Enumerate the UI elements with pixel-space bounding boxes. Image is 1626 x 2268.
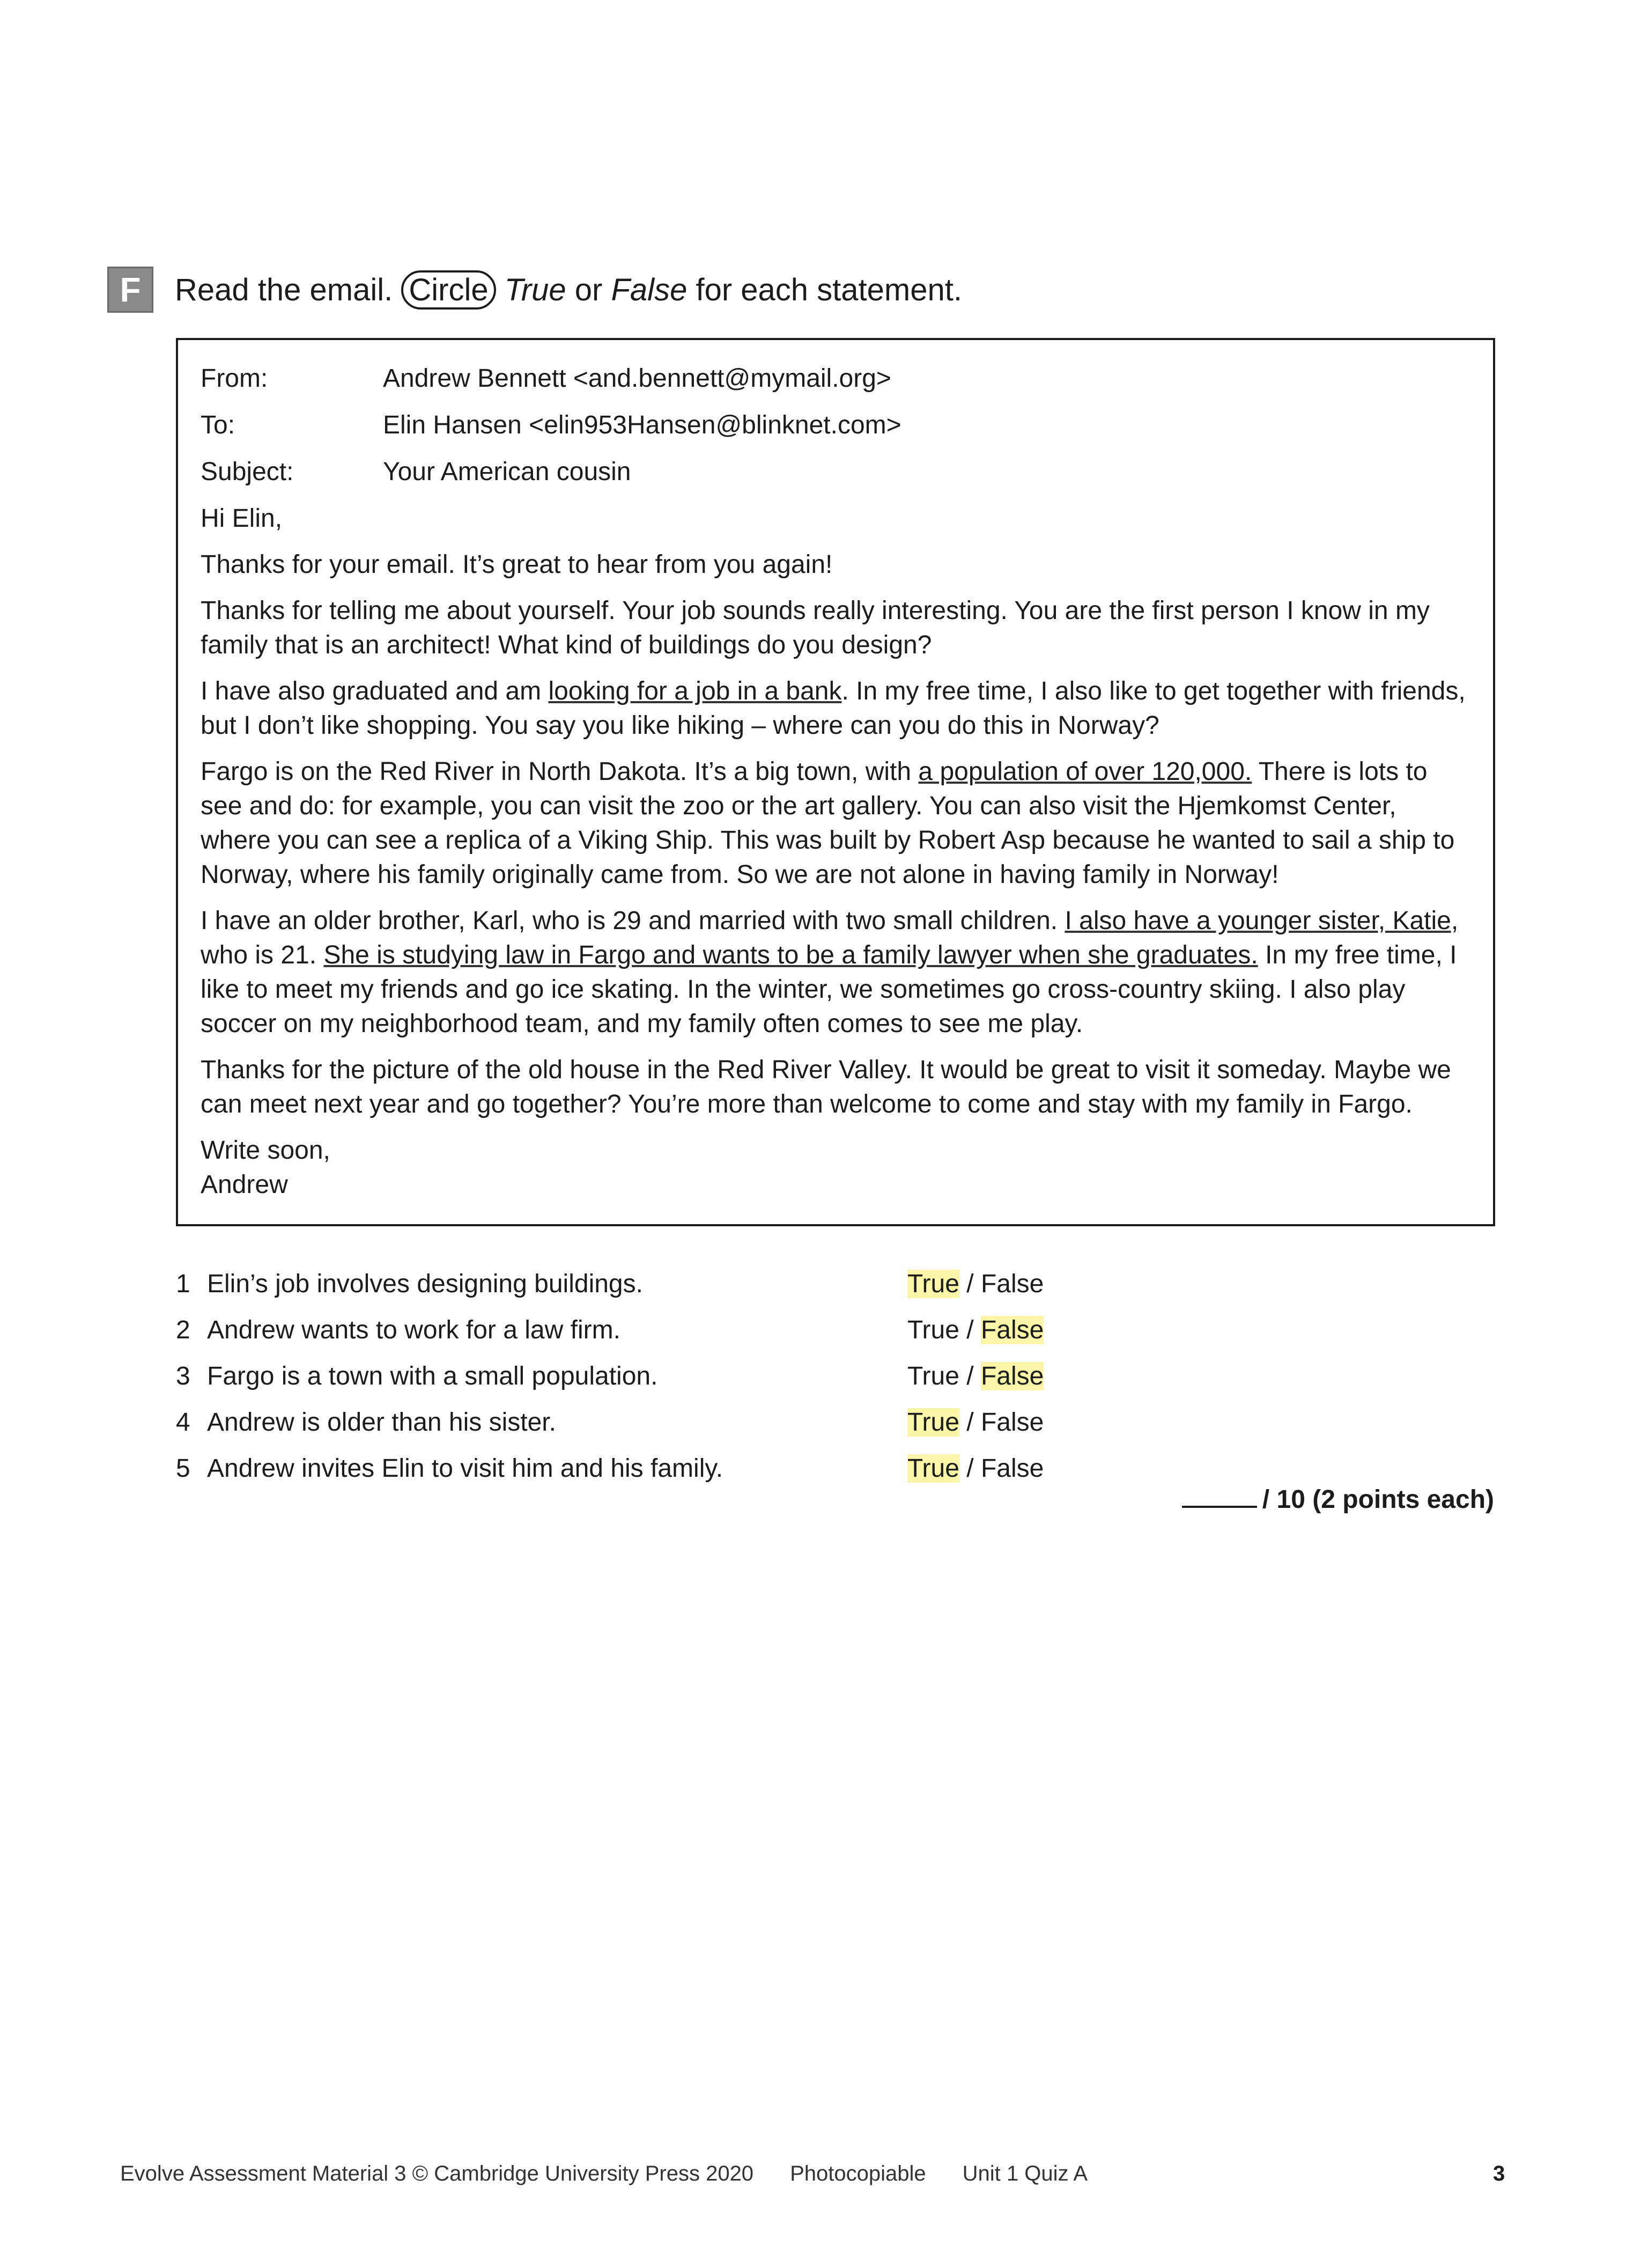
question-text: Andrew wants to work for a law firm.	[207, 1315, 620, 1344]
question-text: Andrew is older than his sister.	[207, 1408, 556, 1437]
question-row	[176, 1261, 1077, 1307]
p4-text-a: Fargo is on the Red River in North Dakota. It’s a big town, with	[201, 757, 919, 786]
p3-underlined: looking for a job in a bank	[548, 677, 842, 705]
answer-separator: /	[959, 1315, 981, 1344]
answer-options	[907, 1408, 1044, 1437]
subject-label: Subject:	[201, 457, 294, 486]
score-box	[1182, 1485, 1494, 1514]
question-number: 3	[176, 1361, 190, 1390]
email-paragraph-6: Thanks for the picture of the old house in the Red River Valley. It would be great to visit it someday. Maybe we can meet next year and go together? You’re more than welcome to come and stay with my family in Fargo.	[201, 1056, 1451, 1118]
email-box	[176, 338, 1495, 1226]
answer-options	[907, 1454, 1044, 1483]
question-text: Elin’s job involves designing buildings.	[207, 1269, 643, 1298]
answer-false[interactable]: False	[980, 1315, 1044, 1344]
instruction-true-word: True	[504, 272, 566, 307]
question-number: 2	[176, 1315, 190, 1344]
from-label: From:	[201, 364, 268, 393]
question-text: Andrew invites Elin to visit him and his family.	[207, 1454, 723, 1483]
answer-false[interactable]: False	[980, 1269, 1044, 1298]
section-badge: F	[107, 267, 153, 313]
question-row	[176, 1445, 1077, 1491]
question-row	[176, 1307, 1077, 1353]
question-number: 4	[176, 1408, 190, 1437]
instruction-pre: Read the email.	[175, 272, 393, 307]
instruction-post: for each statement.	[696, 272, 962, 307]
answer-true[interactable]: True	[907, 1269, 959, 1298]
p5-text-c: In my free time, I like to meet my friends and go ice skating. In the winter, we sometimes go cross-country skiing. I also play soccer on my neighborhood team, and my family often comes to see me play.	[201, 941, 1457, 1038]
p5-text-a: I have an older brother, Karl, who is 29 and married with two small children.	[201, 907, 1065, 935]
instruction-or: or	[574, 272, 603, 307]
email-paragraph-1: Thanks for your email. It’s great to hear from you again!	[201, 550, 833, 579]
question-number: 1	[176, 1269, 190, 1298]
answer-options	[907, 1315, 1044, 1345]
instruction-false-word: False	[611, 272, 688, 307]
email-paragraph-4	[201, 755, 1470, 892]
answer-separator: /	[959, 1454, 981, 1483]
section-heading	[107, 267, 962, 313]
to-value: Elin Hansen <elin953Hansen@blinknet.com>	[383, 410, 901, 439]
instruction-circle-word: Circle	[401, 270, 496, 310]
email-greeting: Hi Elin,	[201, 504, 283, 533]
answer-true[interactable]: True	[907, 1315, 959, 1344]
question-number: 5	[176, 1454, 190, 1483]
email-subject-row	[201, 448, 1470, 495]
page-number: 3	[1493, 2162, 1505, 2185]
email-paragraph-2: Thanks for telling me about yourself. Your job sounds really interesting. You are the first person I know in my family that is an architect! What kind of buildings do you design?	[201, 597, 1430, 659]
answer-separator: /	[959, 1408, 981, 1437]
p5-underlined-1: I also have a younger sister, Katie,	[1065, 907, 1459, 935]
answer-false[interactable]: False	[980, 1454, 1044, 1483]
score-blank[interactable]	[1182, 1506, 1257, 1508]
score-text: / 10 (2 points each)	[1262, 1485, 1494, 1514]
page-footer	[120, 2162, 1088, 2186]
email-paragraph-3	[201, 674, 1470, 743]
answer-true[interactable]: True	[907, 1408, 959, 1437]
footer-photocopiable: Photocopiable	[790, 2162, 926, 2185]
p3-text-b: . In my free time, I also like to get together with friends, but I don’t like shopping. You say you like hiking – where can you do this in Norway?	[201, 677, 1466, 740]
subject-value: Your American cousin	[383, 457, 631, 486]
answer-false[interactable]: False	[980, 1361, 1044, 1390]
question-text: Fargo is a town with a small population.	[207, 1361, 658, 1390]
p3-text-a: I have also graduated and am	[201, 677, 549, 705]
answer-separator: /	[959, 1361, 981, 1390]
answer-separator: /	[959, 1269, 981, 1298]
answer-options	[907, 1361, 1044, 1391]
email-paragraph-5	[201, 904, 1470, 1041]
questions-list	[176, 1261, 1077, 1491]
email-to-row	[201, 402, 1470, 448]
question-row	[176, 1353, 1077, 1399]
from-value: Andrew Bennett <and.bennett@mymail.org>	[383, 364, 891, 393]
answer-options	[907, 1269, 1044, 1299]
p5-underlined-2: She is studying law in Fargo and wants to be a family lawyer when she graduates.	[323, 941, 1258, 969]
question-row	[176, 1399, 1077, 1445]
email-signoff: Write soon,	[201, 1136, 330, 1165]
footer-copyright: Evolve Assessment Material 3 © Cambridge University Press 2020	[120, 2162, 754, 2185]
footer-unit: Unit 1 Quiz A	[962, 2162, 1088, 2185]
answer-true[interactable]: True	[907, 1454, 959, 1483]
instruction	[175, 272, 962, 308]
p5-text-b: who is 21.	[201, 941, 324, 969]
p4-underlined: a population of over 120,000.	[918, 757, 1252, 786]
answer-false[interactable]: False	[980, 1408, 1044, 1437]
answer-true[interactable]: True	[907, 1361, 959, 1390]
to-label: To:	[201, 410, 235, 439]
p4-text-b: There is lots to see and do: for example, you can visit the zoo or the art gallery. You can also visit the Hjemkomst Center, where you can see a replica of a Viking Ship. This was built by Robert Asp because he wanted to sail a ship to Norway, where his family originally came from. So we are not alone in having family in Norway!	[201, 757, 1455, 889]
email-signature: Andrew	[201, 1170, 288, 1199]
email-from-row	[201, 355, 1470, 402]
email-content	[201, 355, 1470, 1202]
